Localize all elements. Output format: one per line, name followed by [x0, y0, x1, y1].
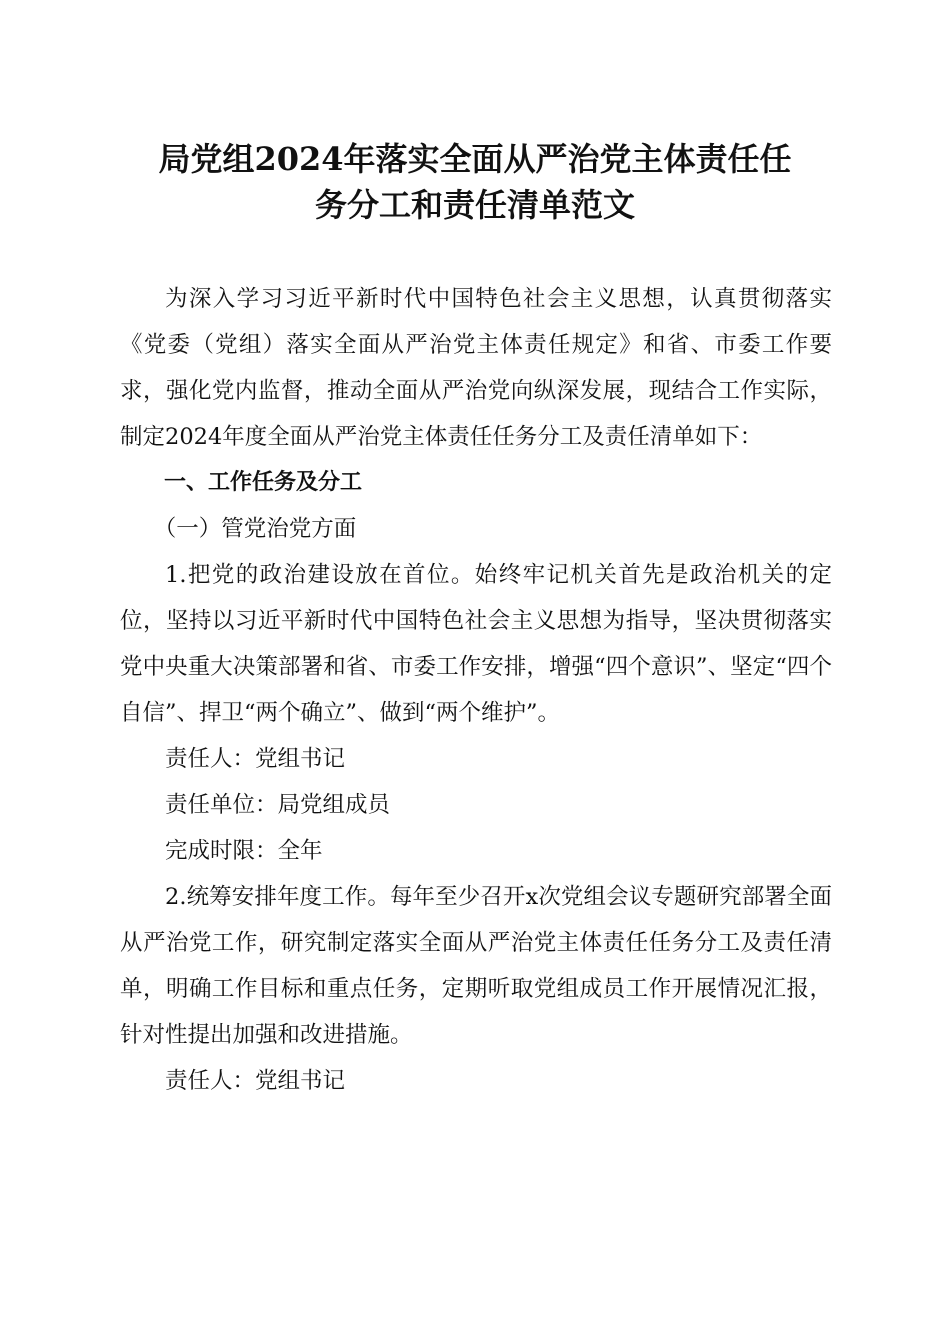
section-heading: 一、工作任务及分工	[164, 470, 363, 495]
task-2-responsible-person: 责任人：党组书记	[165, 1068, 346, 1094]
intro-paragraph: 为深入学习习近平新时代中国特色社会主义思想，认真贯彻落实《党委（党组）落实全面从严治党主体责任规定》和省、市委工作要求，强化党内监督，推动全面从严治党向纵深发展，现结合工作实际，制定2024年度全面从严治党主体责任任务分工及责任清单如下：	[120, 286, 832, 450]
task-1-responsible-unit: 责任单位：局党组成员	[165, 792, 391, 818]
task-1-responsible-person: 责任人：党组书记	[165, 746, 346, 772]
document-title-line-1: 局党组2024年落实全面从严治党主体责任任	[158, 140, 792, 178]
task-1-paragraph: 1.把党的政治建设放在首位。始终牢记机关首先是政治机关的定位，坚持以习近平新时代中国特色社会主义思想为指导，坚决贯彻落实党中央重大决策部署和省、市委工作安排，增强“四个意识”、坚定“四个自信”、捍卫“两个确立”、做到“两个维护”。	[120, 562, 832, 726]
task-1-deadline: 完成时限：全年	[165, 838, 323, 864]
document-title-line-2: 务分工和责任清单范文	[314, 186, 635, 224]
document-body	[120, 276, 832, 1104]
task-2-paragraph: 2.统筹安排年度工作。每年至少召开x次党组会议专题研究部署全面从严治党工作，研究制定落实全面从严治党主体责任任务分工及责任清单，明确工作目标和重点任务，定期听取党组成员工作开展情况汇报，针对性提出加强和改进措施。	[120, 884, 832, 1048]
subsection-heading: （一）管党治党方面	[153, 516, 357, 542]
